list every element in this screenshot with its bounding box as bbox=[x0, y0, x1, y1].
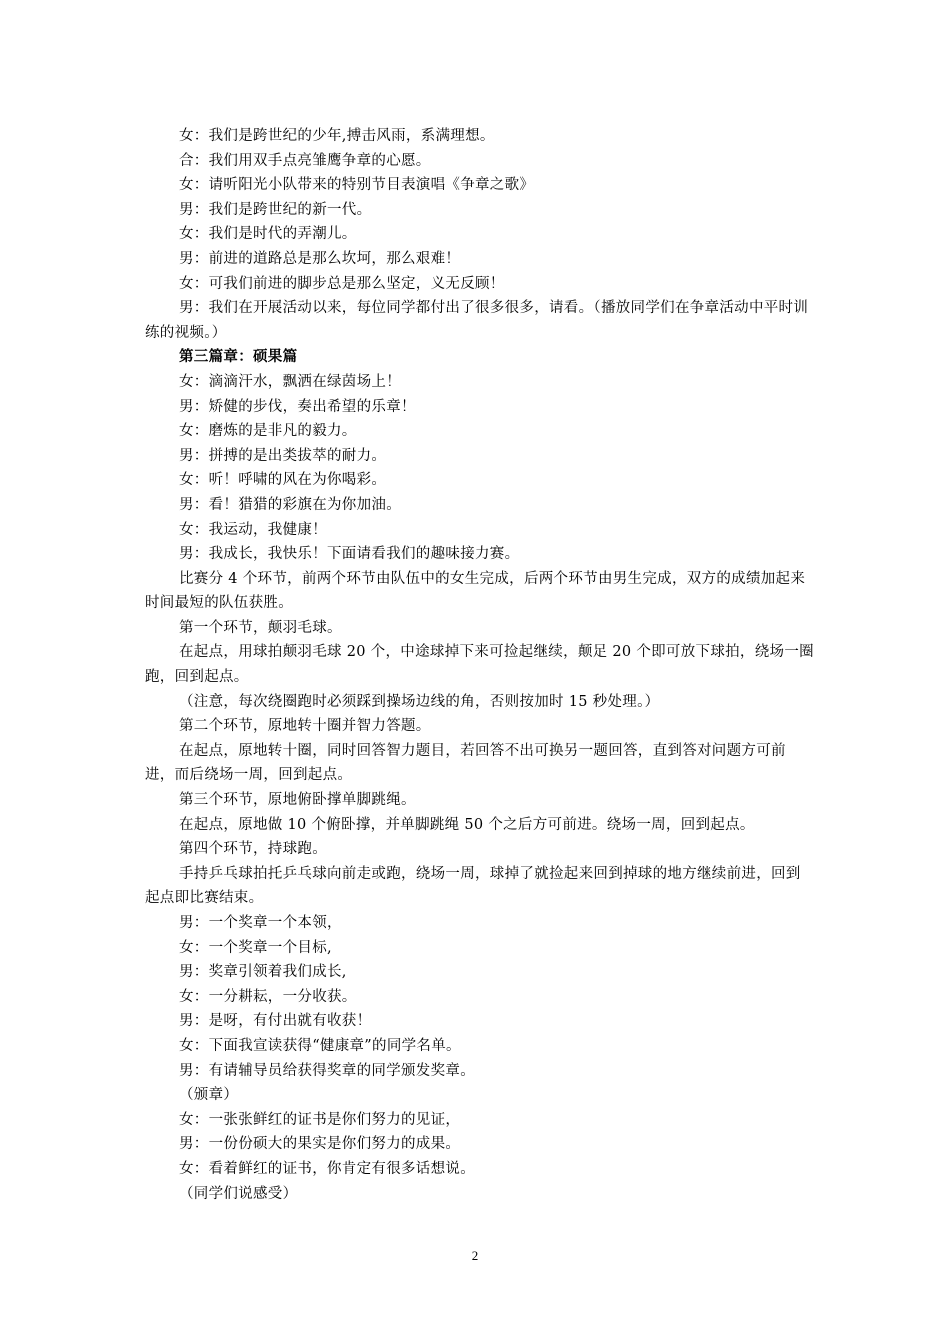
paragraph: 男：奖章引领着我们成长, bbox=[179, 964, 347, 981]
paragraph: 手持乒乓球拍托乒乓球向前走或跑，绕场一周，球掉了就捡起来回到掉球的地方继续前进，回到起点即比赛结束。 bbox=[145, 865, 801, 907]
paragraph: 女：一分耕耘，一分收获。 bbox=[179, 988, 357, 1005]
paragraph: 男：是呀，有付出就有收获！ bbox=[179, 1013, 372, 1030]
paragraph: 女：一个奖章一个目标, bbox=[179, 939, 332, 956]
paragraph: 女：可我们前进的脚步总是那么坚定，义无反顾！ bbox=[179, 275, 505, 292]
paragraph: （颁章） bbox=[179, 1087, 239, 1104]
paragraph: 男：拼搏的是出类拔萃的耐力。 bbox=[179, 447, 387, 464]
document-body bbox=[145, 124, 815, 1206]
paragraph: 女：滴滴汗水，飘洒在绿茵场上！ bbox=[179, 373, 401, 390]
paragraph: （注意，每次绕圈跑时必须踩到操场边线的角，否则按加时 15 秒处理。） bbox=[179, 693, 660, 710]
paragraph: 女：看着鲜红的证书，你肯定有很多话想说。 bbox=[179, 1160, 475, 1177]
paragraph: 在起点，原地转十圈，同时回答智力题目，若回答不出可换另一题回答，直到答对问题方可前进，而后绕场一周，回到起点。 bbox=[145, 742, 786, 784]
paragraph: 女：一张张鲜红的证书是你们努力的见证， bbox=[179, 1111, 461, 1128]
paragraph: 男：有请辅导员给获得奖章的同学颁发奖章。 bbox=[179, 1062, 475, 1079]
paragraph: 男：一份份硕大的果实是你们努力的成果。 bbox=[179, 1136, 461, 1153]
paragraph: 女：我运动，我健康！ bbox=[179, 521, 327, 538]
paragraph: 男：矫健的步伐，奏出希望的乐章！ bbox=[179, 398, 416, 415]
paragraph: 男：我们是跨世纪的新一代。 bbox=[179, 201, 372, 218]
section-heading: 第三篇章：硕果篇 bbox=[179, 348, 298, 366]
page-number: 2 bbox=[471, 1248, 479, 1263]
paragraph: 女：我们是跨世纪的少年,搏击风雨，系满理想。 bbox=[179, 128, 495, 144]
paragraph: 第三个环节，原地俯卧撑单脚跳绳。 bbox=[179, 792, 416, 809]
paragraph: 男：看！猎猎的彩旗在为你加油。 bbox=[179, 496, 401, 513]
paragraph: 男：我成长，我快乐！下面请看我们的趣味接力赛。 bbox=[179, 546, 520, 563]
paragraph: 比赛分 4 个环节，前两个环节由队伍中的女生完成，后两个环节由男生完成，双方的成绩加起来时间最短的队伍获胜。 bbox=[145, 570, 806, 612]
paragraph: 女：磨炼的是非凡的毅力。 bbox=[179, 423, 357, 440]
paragraph: 男：前进的道路总是那么坎坷，那么艰难！ bbox=[179, 250, 461, 267]
paragraph: 第二个环节，原地转十圈并智力答题。 bbox=[179, 718, 431, 735]
paragraph: 男：我们在开展活动以来，每位同学都付出了很多很多，请看。（播放同学们在争章活动中平时训练的视频。） bbox=[145, 300, 809, 341]
paragraph: 女：听！呼啸的风在为你喝彩。 bbox=[179, 472, 387, 489]
paragraph: 第一个环节，颠羽毛球。 bbox=[179, 619, 342, 636]
paragraph: 男：一个奖章一个本领， bbox=[179, 915, 342, 931]
paragraph: 第四个环节，持球跑。 bbox=[179, 841, 327, 858]
paragraph: 女：下面我宣读获得“健康章”的同学名单。 bbox=[179, 1037, 461, 1054]
paragraph: 女：请听阳光小队带来的特别节目表演唱《争章之歌》 bbox=[179, 177, 535, 194]
paragraph: 女：我们是时代的弄潮儿。 bbox=[179, 226, 357, 243]
paragraph: 在起点，原地做 10 个俯卧撑，并单脚跳绳 50 个之后方可前进。绕场一周，回到起点。 bbox=[179, 816, 755, 833]
paragraph: （同学们说感受） bbox=[179, 1185, 298, 1202]
paragraph: 合：我们用双手点亮雏鹰争章的心愿。 bbox=[179, 152, 431, 169]
paragraph: 在起点，用球拍颠羽毛球 20 个，中途球掉下来可捡起继续，颠足 20 个即可放下球拍，绕场一圈跑，回到起点。 bbox=[145, 644, 814, 686]
